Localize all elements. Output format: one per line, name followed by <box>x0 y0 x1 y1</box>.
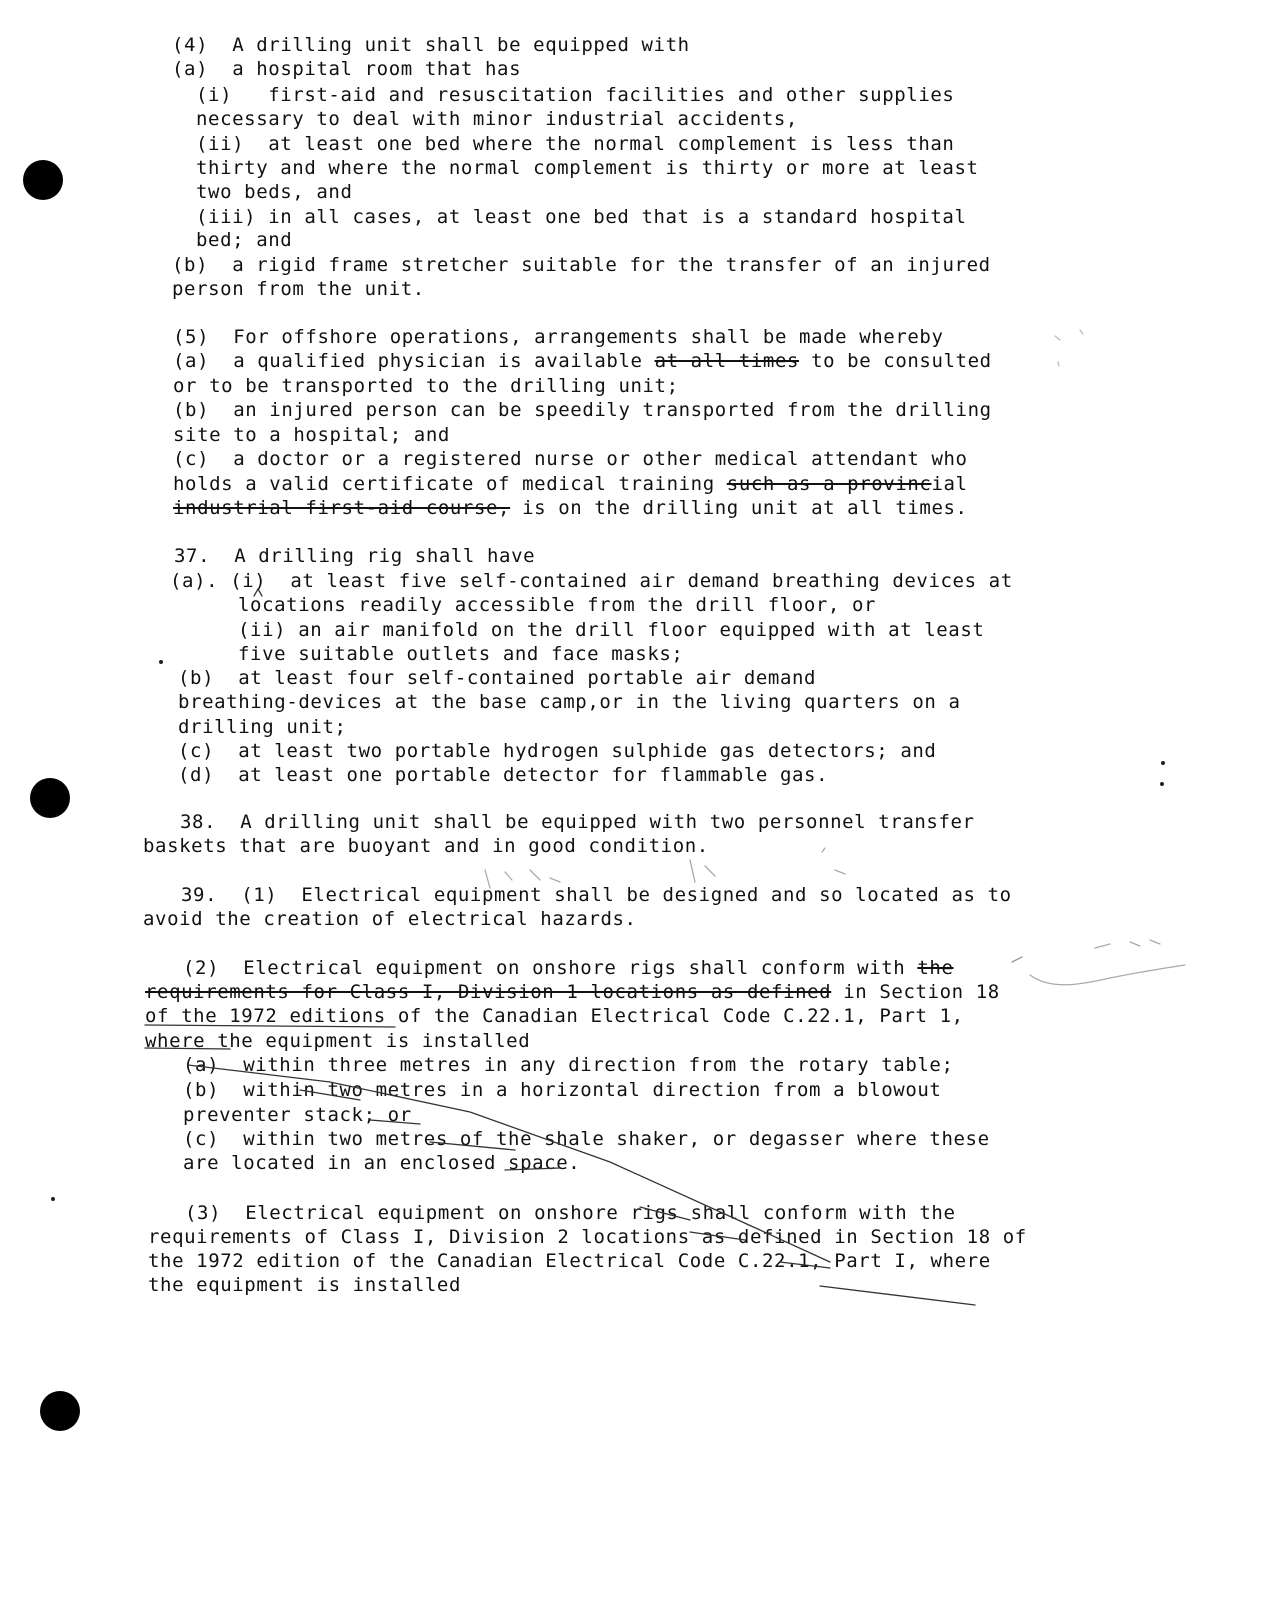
struck-text: at all times <box>654 350 800 372</box>
section-39-2-line: preventer stack; or <box>183 1104 412 1126</box>
section-4-line: thirty and where the normal complement is thirty or more at least <box>196 157 979 179</box>
section-39-3-line: the 1972 edition of the Canadian Electrical Code C.22.1, Part I, where <box>148 1250 991 1272</box>
section-39-2-line: (b) within two metres in a horizontal direction from a blowout <box>183 1079 942 1101</box>
section-37-line: (d) at least one portable detector for flammable gas. <box>178 764 829 786</box>
faint-scribble <box>1030 965 1185 985</box>
struck-text: industrial first-aid course, <box>173 497 511 519</box>
section-39-3-line: the equipment is installed <box>148 1274 462 1296</box>
section-37-line: drilling unit; <box>178 716 347 738</box>
section-37-line: (c) at least two portable hydrogen sulphide gas detectors; and <box>178 740 937 762</box>
faint-scribble <box>1095 940 1160 948</box>
struck-text: the <box>917 957 954 979</box>
struck-text: such as a provinc <box>726 473 932 495</box>
section-5-line <box>173 497 968 519</box>
section-5-line: or to be transported to the drilling unit; <box>173 375 679 397</box>
text-run: to be consulted <box>799 350 992 372</box>
punch-hole-middle <box>30 778 70 818</box>
section-5-line <box>173 473 968 495</box>
section-37-line: locations readily accessible from the drill floor, or <box>238 594 877 616</box>
section-39-2-line: where the equipment is installed <box>145 1030 531 1052</box>
speck <box>1161 761 1165 765</box>
section-39-3-line: requirements of Class I, Division 2 locations as defined in Section 18 of <box>148 1226 1027 1248</box>
section-39-2-line: (a) within three metres in any direction from the rotary table; <box>183 1054 954 1076</box>
section-5-line <box>173 350 992 372</box>
section-39-2-line: are located in an enclosed space. <box>183 1152 581 1174</box>
speck <box>159 660 163 664</box>
faint-scribble <box>1055 330 1083 366</box>
section-37-line: five suitable outlets and face masks; <box>238 643 684 665</box>
section-39-3-line: (3) Electrical equipment on onshore rigs shall conform with the <box>185 1202 956 1224</box>
section-4-line: person from the unit. <box>172 278 425 300</box>
faint-scribble <box>1012 957 1022 962</box>
struck-text: requirements for Class I, Division 1 locations as defined <box>145 981 832 1003</box>
text-run: is on the drilling unit at all times. <box>510 497 968 519</box>
section-39-2-line <box>183 957 954 979</box>
section-4-line: (i) first-aid and resuscitation facilities and other supplies <box>196 84 955 106</box>
speck <box>51 1197 55 1201</box>
speck <box>1160 782 1164 786</box>
text-run: in Section 18 <box>831 981 1000 1003</box>
section-37-line: breathing-devices at the base camp,or in the living quarters on a <box>178 691 961 713</box>
section-4-line: (a) a hospital room that has <box>172 58 522 80</box>
section-38-line: 38. A drilling unit shall be equipped with two personnel transfer <box>180 811 975 833</box>
section-39-line: 39. (1) Electrical equipment shall be designed and so located as to <box>181 884 1012 906</box>
text-run: holds a valid certificate of medical training <box>173 473 727 495</box>
section-4-line: bed; and <box>196 229 293 251</box>
text-run: (a) a qualified physician is available <box>173 350 655 372</box>
section-4-line: necessary to deal with minor industrial accidents, <box>196 108 798 130</box>
faint-scribble <box>690 848 845 882</box>
section-37-line: 37. A drilling rig shall have <box>174 545 536 567</box>
section-4-line: (b) a rigid frame stretcher suitable for the transfer of an injured <box>172 254 991 276</box>
section-39-line: avoid the creation of electrical hazards. <box>143 908 637 930</box>
punch-hole-top <box>23 160 63 200</box>
text-run: ial <box>931 473 968 495</box>
section-4-line: (iii) in all cases, at least one bed that is a standard hospital <box>196 206 967 228</box>
section-37-line: (a). (i) at least five self-contained air demand breathing devices at <box>170 570 1013 592</box>
section-38-line: baskets that are buoyant and in good condition. <box>143 835 709 857</box>
section-4-line: two beds, and <box>196 181 353 203</box>
punch-hole-bottom <box>40 1391 80 1431</box>
section-39-2-line: of the 1972 editions of the Canadian Electrical Code C.22.1, Part 1, <box>145 1005 964 1027</box>
text-run: (2) Electrical equipment on onshore rigs shall conform with <box>183 957 918 979</box>
section-4-line: (4) A drilling unit shall be equipped with <box>172 34 690 56</box>
pen-stroke <box>820 1286 975 1305</box>
section-5-line: (5) For offshore operations, arrangements shall be made whereby <box>173 326 944 348</box>
section-5-line: (b) an injured person can be speedily transported from the drilling <box>173 399 992 421</box>
section-5-line: site to a hospital; and <box>173 424 450 446</box>
section-39-2-line: (c) within two metres of the shale shaker, or degasser where these <box>183 1128 990 1150</box>
section-4-line: (ii) at least one bed where the normal complement is less than <box>196 133 955 155</box>
section-39-2-line <box>145 981 1000 1003</box>
section-37-line: (b) at least four self-contained portable air demand <box>178 667 817 689</box>
section-5-line: (c) a doctor or a registered nurse or other medical attendant who <box>173 448 968 470</box>
section-37-line: (ii) an air manifold on the drill floor equipped with at least <box>238 619 985 641</box>
